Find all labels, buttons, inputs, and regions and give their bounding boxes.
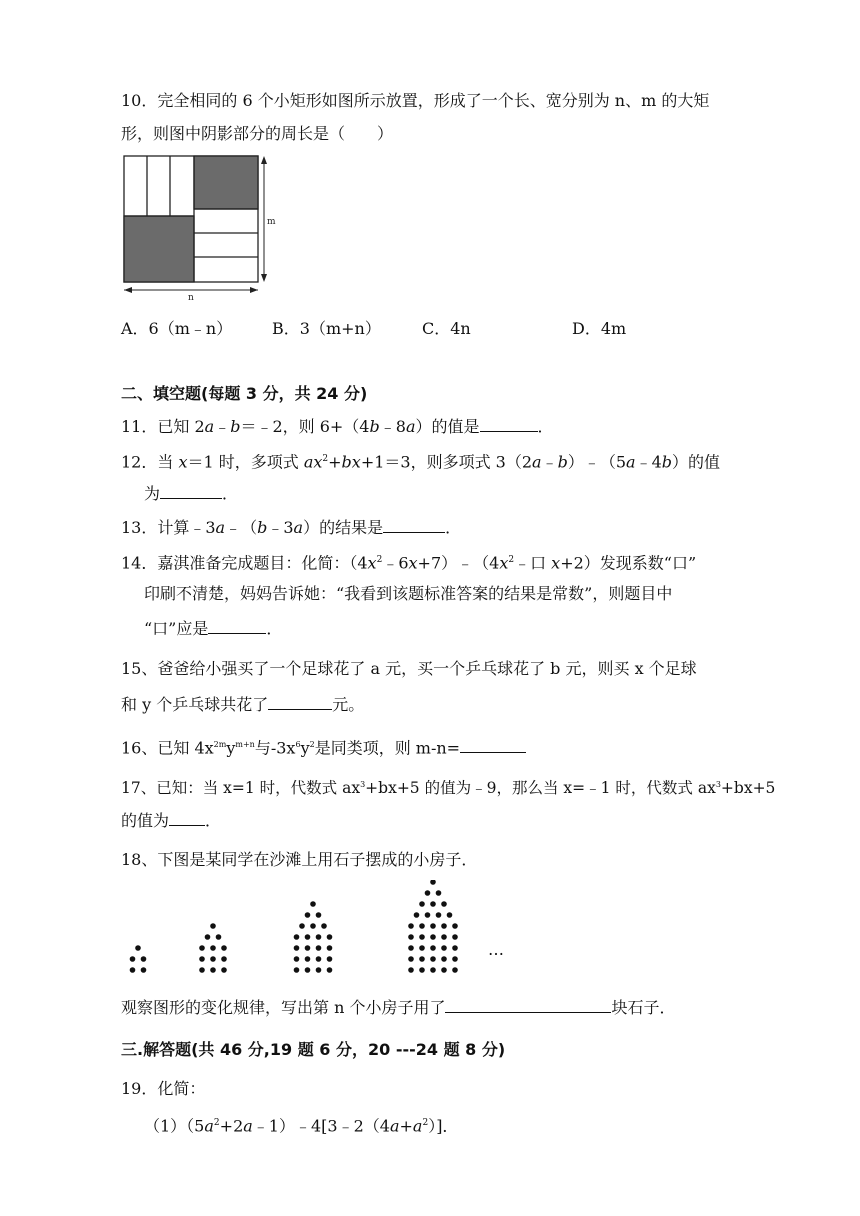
stone-dot — [452, 934, 458, 940]
stone-dot — [419, 945, 425, 951]
q19-line1: 19．化简： — [121, 1079, 206, 1098]
stone-dot — [321, 923, 327, 929]
q13-blank — [383, 516, 445, 533]
stone-dot — [419, 901, 425, 907]
section2-title: 二、填空题(每题 3 分，共 24 分) — [121, 384, 368, 403]
stone-dot — [210, 945, 216, 951]
q12-line1: 12．当 x＝1 时，多项式 $ax^2+bx+1=3$，则多项式 3（2a﹣b）﹣（5a﹣4b）的值 — [121, 452, 721, 472]
q10-label-m: m — [267, 217, 276, 227]
q15-line2: 和 y 个乒乓球共花了 元。 — [121, 695, 365, 714]
stone-dot — [299, 923, 305, 929]
stone-dot — [130, 967, 136, 973]
stone-dot — [210, 967, 216, 973]
stone-dot — [316, 912, 322, 918]
stone-dot — [408, 934, 414, 940]
stone-dot — [310, 923, 316, 929]
q17-line1: 17、已知：当 x=1 时，代数式 $ax^3+bx+5$ 的值为﹣9，那么当 x=﹣1 时，代数式 $ax^3+bx+5$ — [121, 779, 776, 798]
stone-dot — [430, 945, 436, 951]
stone-dot — [430, 934, 436, 940]
q10-figure — [118, 152, 288, 302]
stone-dot — [436, 890, 442, 896]
stone-dot — [327, 945, 333, 951]
stone-dot — [199, 967, 205, 973]
q14-line1: 14．嘉淇准备完成题目：化简：$(4x^2﹣6x+7)﹣(4x^2﹣$口 x+2）发现系数“口” — [121, 553, 697, 573]
stone-dot — [210, 923, 216, 929]
stone-dot — [441, 901, 447, 907]
q10-line2: 形，则图中阴影部分的周长是（ ） — [121, 124, 394, 143]
stone-dot — [216, 934, 222, 940]
stone-dot — [141, 967, 147, 973]
stone-dot — [430, 880, 436, 885]
stone-dot — [327, 967, 333, 973]
stone-dot — [419, 923, 425, 929]
q18-line2: 观察图形的变化规律，写出第 n 个小房子用了 块石子． — [121, 998, 676, 1017]
stone-dot — [447, 912, 453, 918]
q10-option-a: A．6（m﹣n） — [121, 319, 233, 338]
stone-dot — [221, 967, 227, 973]
stone-dot — [310, 901, 316, 907]
stone-dot — [408, 923, 414, 929]
stone-dot — [419, 956, 425, 962]
stone-dot — [441, 956, 447, 962]
q10-option-d: D．4m — [572, 319, 627, 338]
stone-dot — [221, 956, 227, 962]
stone-dot — [430, 967, 436, 973]
stone-dot — [305, 956, 311, 962]
stone-dot — [452, 956, 458, 962]
stone-dot — [305, 945, 311, 951]
stone-dot — [316, 945, 322, 951]
q13: 13．计算﹣3a﹣（b﹣3a）的结果是 ． — [121, 518, 462, 537]
stone-dot — [452, 923, 458, 929]
q17-line2: 的值为 ． — [121, 811, 222, 830]
stone-dot — [441, 934, 447, 940]
stone-dot — [430, 901, 436, 907]
q12-line2: 为 ． — [144, 484, 239, 503]
q10-shaded-bottom-left — [124, 216, 194, 282]
q11: 11．已知 2a﹣b＝﹣2，则 6+（4b﹣8a）的值是 ． — [121, 417, 554, 436]
q16-blank — [460, 736, 526, 753]
stone-dot — [294, 934, 300, 940]
q14-blank — [208, 617, 266, 634]
stone-dot — [305, 967, 311, 973]
q10-option-b: B．3（m+n） — [272, 319, 381, 338]
stone-dot — [141, 956, 147, 962]
stone-dot — [294, 945, 300, 951]
stone-dot — [316, 934, 322, 940]
stone-dot — [441, 923, 447, 929]
stone-dot — [452, 967, 458, 973]
stone-dot — [199, 945, 205, 951]
stone-dot — [419, 967, 425, 973]
section3-title: 三.解答题(共 46 分,19 题 6 分，20 ---24 题 8 分) — [121, 1040, 506, 1059]
q15-line1: 15、爸爸给小强买了一个足球花了 a 元，买一个乒乓球花了 b 元，则买 x 个足球 — [121, 659, 697, 678]
stone-dot — [408, 945, 414, 951]
q18-ellipsis: … — [488, 940, 504, 959]
q10-option-c: C．4n — [422, 319, 471, 338]
stone-dot — [130, 956, 136, 962]
q11-blank — [480, 415, 538, 432]
stone-dot — [205, 934, 211, 940]
stone-dot — [452, 945, 458, 951]
q18-blank — [445, 996, 611, 1013]
stone-dot — [425, 890, 431, 896]
stone-dot — [327, 956, 333, 962]
q19-part1: $(1)(5a^2+2a﹣1)﹣4[3﹣2(4a+a^2)]$． — [144, 1116, 459, 1136]
q18-line1: 18、下图是某同学在沙滩上用石子摆成的小房子． — [121, 850, 478, 869]
q14-line2: 印刷不清楚，妈妈告诉她：“我看到该题标准答案的结果是常数”，则题目中 — [144, 584, 673, 603]
stone-dot — [419, 934, 425, 940]
stone-dot — [316, 956, 322, 962]
stone-dot — [430, 956, 436, 962]
stone-dot — [221, 945, 227, 951]
stone-dot — [414, 912, 420, 918]
stone-dot — [436, 912, 442, 918]
q10-line1: 10．完全相同的 6 个小矩形如图所示放置，形成了一个长、宽分别为 n、m 的大矩 — [121, 91, 710, 110]
q12-blank — [160, 482, 222, 499]
stone-dot — [294, 956, 300, 962]
stone-dot — [305, 934, 311, 940]
q14-line3: “口”应是 ． — [144, 619, 283, 638]
stone-dot — [294, 967, 300, 973]
stone-dot — [408, 956, 414, 962]
stone-dot — [441, 945, 447, 951]
stone-dot — [430, 923, 436, 929]
stone-dot — [316, 967, 322, 973]
q17-blank — [169, 809, 205, 826]
q10-label-n: n — [188, 293, 194, 302]
q15-blank — [268, 693, 332, 710]
stone-dot — [199, 956, 205, 962]
stone-dot — [408, 967, 414, 973]
stone-dot — [210, 956, 216, 962]
q18-stone-houses-figure — [118, 880, 518, 980]
stone-dot — [425, 912, 431, 918]
q16: 16、已知 $4x^{2m}y^{m+n}$与$-3x^6y^2$是同类项，则 m-n= — [121, 734, 526, 759]
stone-dot — [305, 912, 311, 918]
q10-shaded-top-right — [194, 156, 258, 209]
stone-dot — [327, 934, 333, 940]
stone-dot — [441, 967, 447, 973]
stone-dot — [135, 945, 141, 951]
